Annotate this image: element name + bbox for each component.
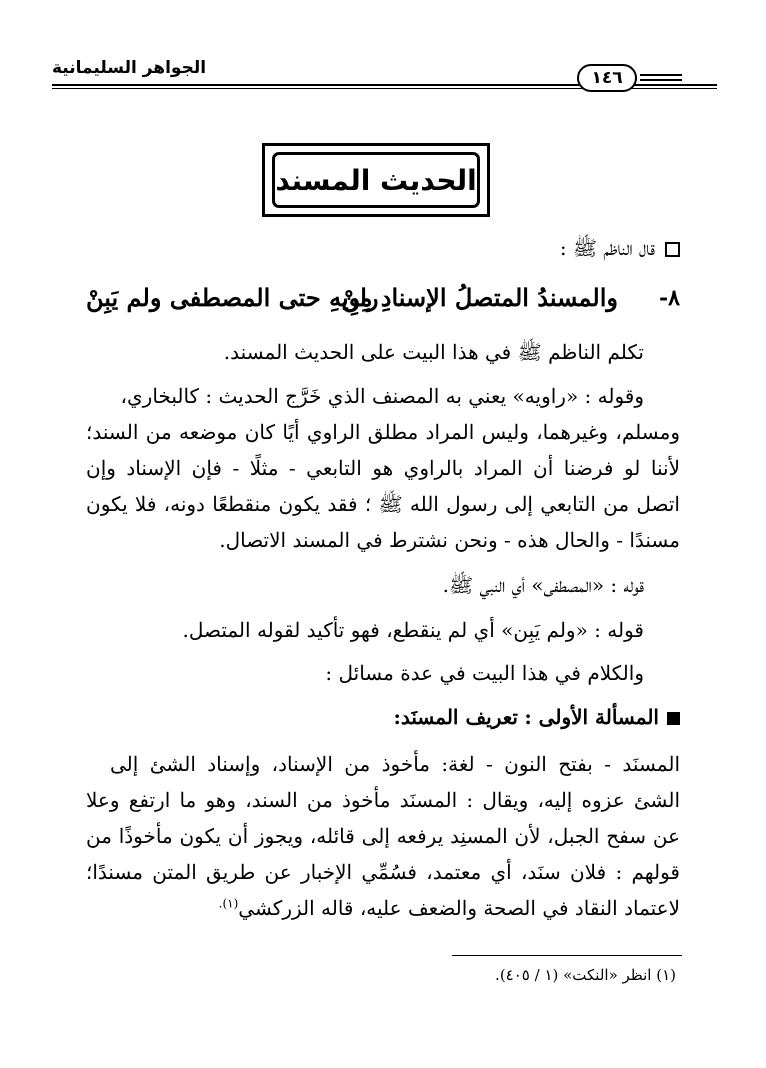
section-title: الحديث المسند <box>275 163 477 197</box>
verse-hemistich-2: راوِيهِ حتى المصطفى ولم يَبِنْ <box>86 283 379 312</box>
paragraph-line: اتصل من التابعي إلى رسول الله ﷺ ؛ فقد يكون منقطعًا دونه، فلا يكون <box>86 492 680 516</box>
paragraph-line: والكلام في هذا البيت في عدة مسائل : <box>325 661 644 685</box>
paragraph-line: المسنَد - بفتح النون - لغة: مأخوذ من الإسناد، وإسناد الشئ إلى <box>110 752 680 776</box>
section-title-box <box>272 152 480 208</box>
paragraph-line: ومسلم، وغيرهما، وليس المراد مطلق الراوي أيًا كان موضعه من السند؛ <box>86 420 680 444</box>
intro-line <box>560 236 680 260</box>
header-dash <box>640 79 682 81</box>
header-dash <box>640 74 682 76</box>
intro-text: قال الناظم ﷺ : <box>559 236 655 260</box>
running-header-title: الجواهر السليمانية <box>52 58 207 78</box>
paragraph-line: تكلم الناظم ﷺ في هذا البيت على الحديث المسند. <box>223 340 644 364</box>
paragraph-line: عن سفح الجبل، لأن المسنِد يرفعه إلى قائله، ويجوز أن يكون مأخوذًا من <box>86 824 680 848</box>
paragraph-line: قوله : «ولم يَبِن» أي لم ينقطع، فهو تأكيد لقوله المتصل. <box>182 618 644 642</box>
paragraph-line: مسندًا - والحال هذه - ونحن نشترط في المسند الاتصال. <box>219 528 680 552</box>
paragraph-text: لاعتماد النقاد في الصحة والضعف عليه، قاله الزركشي <box>238 896 680 920</box>
footnote-reference: (١). <box>218 896 239 911</box>
bullet-square-icon <box>667 712 680 725</box>
paragraph-line: وقوله : «راويه» يعني به المصنف الذي خَرَّج الحديث : كالبخاري، <box>120 384 644 408</box>
issue-heading: المسألة الأولى : <box>524 705 659 729</box>
paragraph-line: الشئ عزوه إليه، ويقال : المسنَد مأخوذ من السند، وهو ما ارتفع وعلا <box>86 788 680 812</box>
issue-subject: تعريف المسنَد: <box>393 705 518 729</box>
paragraph-line: قوله : «المصطفى» أي النبي ﷺ. <box>442 573 644 597</box>
verse-number: ٨- <box>659 285 680 311</box>
paragraph-line <box>219 896 680 920</box>
paragraph-line: قولهم : فلان سنَد، أي معتمد، فسُمِّي الإخبار عن طريق المتن مسندًا؛ <box>86 860 680 884</box>
footnote: (١) انظر «النكت» (١ / ٤٠٥). <box>495 966 676 984</box>
page-number: ١٤٦ <box>577 64 637 92</box>
footnote-separator <box>452 955 682 956</box>
checkbox-square-icon <box>665 242 680 257</box>
issue-heading-line <box>394 705 680 729</box>
verse-hemistich-1: والمسندُ المتصلُ الإسنادِ مِنْ <box>341 283 618 312</box>
paragraph-line: لأننا لو فرضنا أن المراد بالراوي هو التابعي - مثلًا - فإن الإسناد وإن <box>86 456 680 480</box>
